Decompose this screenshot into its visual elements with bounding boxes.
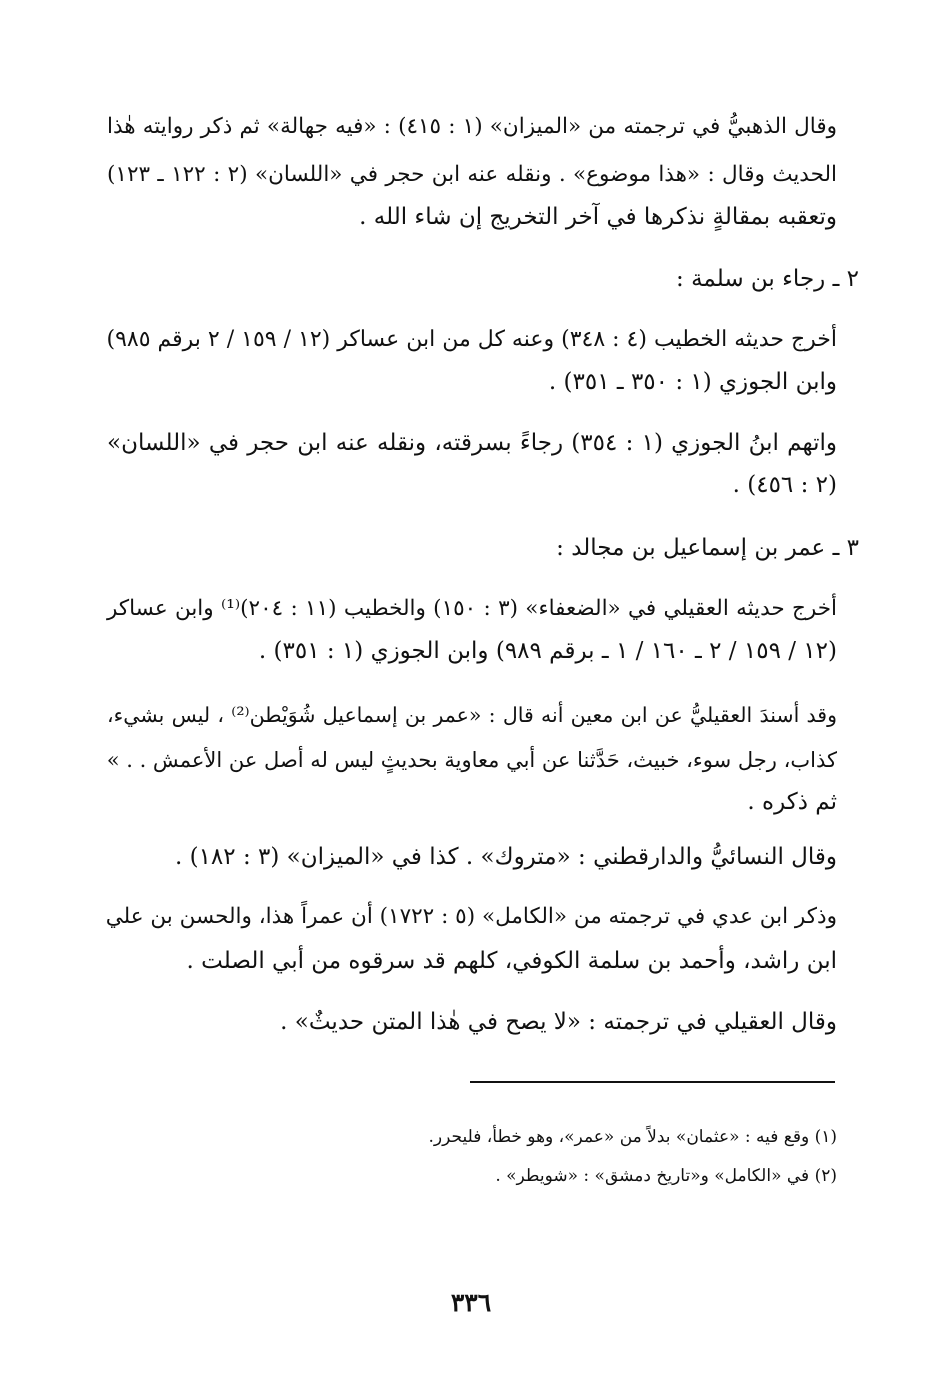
paragraph-7-line-2: كذاب، رجل سوء، خبيث، حَدَّثنا عن أبي معاوية بحديثٍ ليس له أصل عن الأعمش . . » <box>106 748 837 772</box>
paragraph-4-line-2: (٢ : ٤٥٦) . <box>732 472 837 498</box>
paragraph-1-line-2: الحديث وقال : «هذا موضوع» . ونقله عنه ابن حجر في «اللسان» (٢ : ١٢٢ ـ ١٢٣) <box>107 162 837 187</box>
paragraph-3-line-1: أخرج حديثه الخطيب (٤ : ٣٤٨) وعنه كل من ابن عساكر (١٢ / ١٥٩ / ٢ برقم ٩٨٥) <box>106 327 837 352</box>
paragraph-7-line-3: ثم ذكره . <box>747 789 837 815</box>
paragraph-1-line-1: وقال الذهبيُّ في ترجمته من «الميزان» (١ : ٤١٥) : «فيه جهالة» ثم ذكر روايته هٰذا <box>107 114 837 139</box>
footnote-separator <box>470 1081 835 1083</box>
page-number: ٣٣٦ <box>450 1288 492 1317</box>
paragraph-7-line-1: وقد أسندَ العقيليُّ عن ابن معين أنه قال : «عمر بن إسماعيل شُوَيْطن⁽²⁾ ، ليس بشيء، <box>107 703 837 727</box>
footnote-1: (١) وقع فيه : «عثمان» بدلاً من «عمر»، وهو خطأ، فليحرر. <box>428 1127 837 1147</box>
paragraph-1-line-3: وتعقبه بمقالةٍ نذكرها في آخر التخريج إن شاء الله . <box>359 204 837 230</box>
paragraph-6-line-2: (١٢ / ١٥٩ / ٢ ـ ١٦٠ / ١ ـ برقم ٩٨٩) وابن الجوزي (١ : ٣٥١) . <box>258 638 837 664</box>
paragraph-4-line-1: واتهم ابنُ الجوزي (١ : ٣٥٤) رجاءً بسرقته، ونقله عنه ابن حجر في «اللسان» <box>107 430 837 456</box>
footnote-2: (٢) في «الكامل» و«تاريخ دمشق» : «شويطر» . <box>495 1166 837 1186</box>
paragraph-10-line-1: وقال العقيلي في ترجمته : «لا يصح في هٰذا المتن حديثٌ» . <box>280 1009 837 1035</box>
paragraph-3-line-2: وابن الجوزي (١ : ٣٥٠ ـ ٣٥١) . <box>548 369 837 395</box>
item-3-heading: ٣ ـ عمر بن إسماعيل بن مجالد : <box>556 535 859 561</box>
paragraph-9-line-2: ابن راشد، وأحمد بن سلمة الكوفي، كلهم قد سرقوه من أبي الصلت . <box>186 948 837 974</box>
paragraph-9-line-1: وذكر ابن عدي في ترجمته من «الكامل» (٥ : ١٧٢٢) أن عمراً هذا، والحسن بن علي <box>105 904 837 929</box>
paragraph-6-line-1: أخرج حديثه العقيلي في «الضعفاء» (٣ : ١٥٠) والخطيب (١١ : ٢٠٤)⁽¹⁾ وابن عساكر <box>107 596 837 621</box>
item-2-heading: ٢ ـ رجاء بن سلمة : <box>676 266 859 292</box>
paragraph-8-line-1: وقال النسائيُّ والدارقطني : «متروك» . كذا في «الميزان» (٣ : ١٨٢) . <box>174 844 837 870</box>
